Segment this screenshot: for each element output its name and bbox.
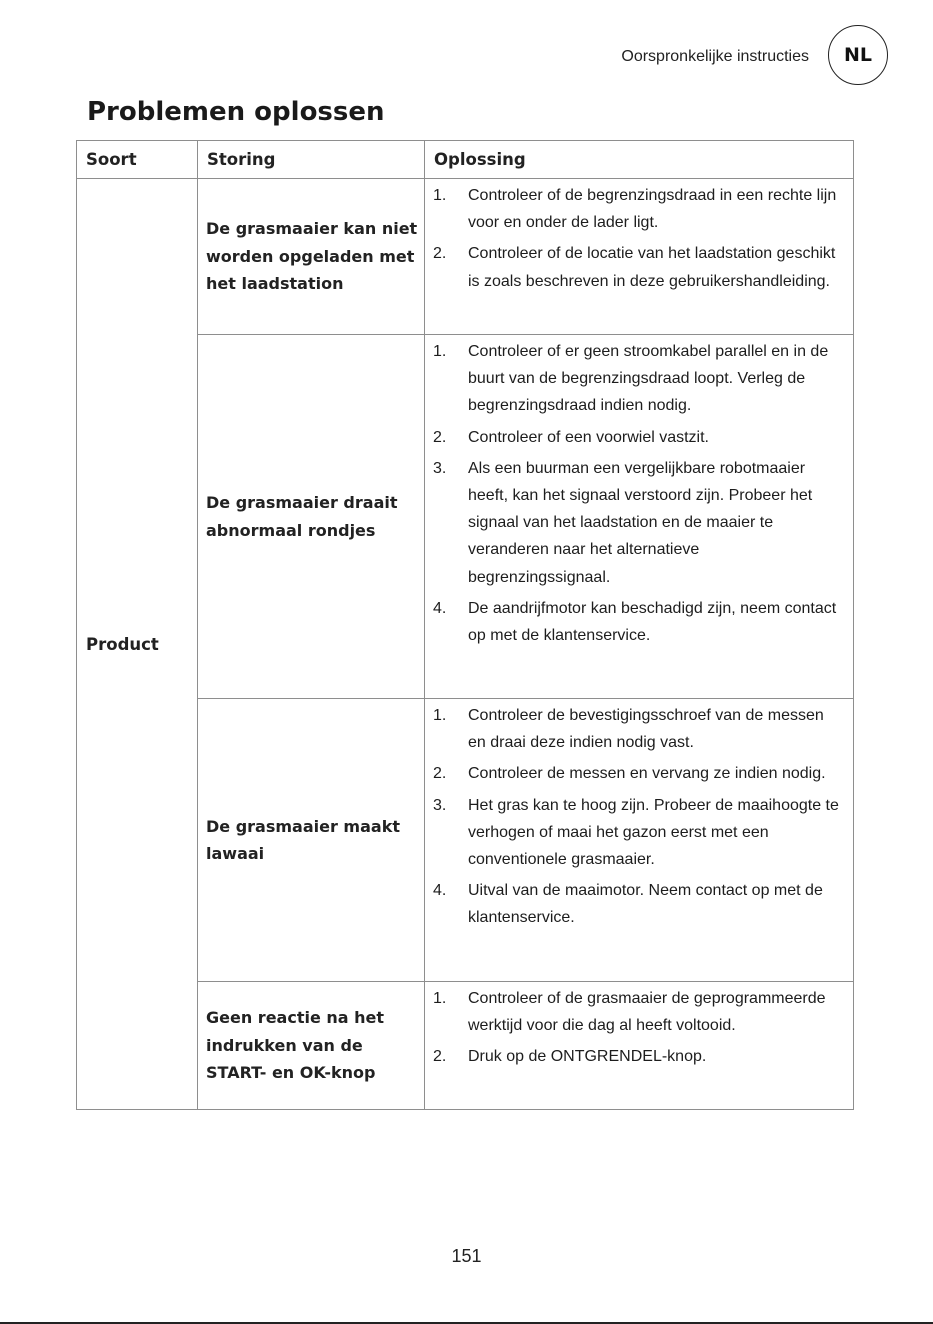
- header-note: Oorspronkelijke instructies: [621, 48, 809, 65]
- table-header-row: [77, 141, 854, 179]
- step-text: Controleer of de grasmaaier de geprogrammeerde werktijd voor die dag al heeft voltooid.: [468, 990, 826, 1035]
- column-header-storing: Storing: [198, 141, 425, 179]
- column-header-soort: Soort: [77, 141, 198, 179]
- step-number: 3.: [433, 459, 447, 477]
- step-text: Controleer of de begrenzingsdraad in een rechte lijn voor en onder de lader ligt.: [468, 187, 837, 232]
- step-text: Controleer de messen en vervang ze indien nodig.: [468, 765, 826, 783]
- list-item: [433, 424, 843, 451]
- problem-cell: Geen reactie na het indrukken van de START- en OK-knop: [198, 982, 425, 1110]
- problem-cell: De grasmaaier kan niet worden opgeladen met het laadstation: [198, 179, 425, 335]
- step-number: 2.: [433, 765, 447, 783]
- page-number: 151: [451, 1246, 482, 1266]
- solution-list: [433, 985, 843, 1071]
- step-number: 2.: [433, 245, 447, 263]
- column-header-oplossing: Oplossing: [425, 141, 854, 179]
- list-item: [433, 455, 843, 591]
- solution-list: [433, 702, 843, 932]
- step-text: Controleer of er geen stroomkabel parallel en in de buurt van de begrenzingsdraad loopt. Verleg de begrenzingsdraad indien nodig.: [468, 343, 829, 415]
- page-title: Problemen oplossen: [87, 97, 385, 127]
- step-text: Als een buurman een vergelijkbare robotmaaier heeft, kan het signaal verstoord zijn. Probeer het signaal van het laadstation en de maaier te veranderen naar het alternatieve begrenzingssignaal.: [468, 459, 813, 586]
- step-text: Druk op de ONTGRENDEL-knop.: [468, 1048, 707, 1066]
- solution-cell: [425, 179, 854, 335]
- list-item: [433, 702, 843, 756]
- step-text: Het gras kan te hoog zijn. Probeer de maaihoogte te verhogen of maai het gazon eerst met een conventionele grasmaaier.: [468, 796, 839, 869]
- solution-cell: [425, 335, 854, 699]
- solution-list: [433, 338, 843, 649]
- step-number: 1.: [433, 187, 447, 204]
- category-cell: Product: [77, 179, 198, 1110]
- list-item: [433, 877, 843, 931]
- list-item: [433, 760, 843, 787]
- list-item: [433, 182, 843, 236]
- step-text: Controleer of de locatie van het laadstation geschikt is zoals beschreven in deze gebruikershandleiding.: [468, 245, 836, 290]
- solution-cell: [425, 699, 854, 982]
- problem-cell: De grasmaaier maakt lawaai: [198, 699, 425, 982]
- step-number: 2.: [433, 428, 447, 446]
- step-number: 2.: [433, 1048, 447, 1066]
- step-text: De aandrijfmotor kan beschadigd zijn, neem contact op met de klantenservice.: [468, 599, 837, 645]
- list-item: [433, 1043, 843, 1070]
- step-number: 4.: [433, 599, 447, 617]
- step-number: 1.: [433, 343, 447, 360]
- step-number: 4.: [433, 882, 447, 900]
- step-number: 1.: [433, 707, 447, 724]
- table-row: [77, 179, 854, 335]
- list-item: [433, 240, 843, 294]
- solution-cell: [425, 982, 854, 1110]
- list-item: [433, 338, 843, 420]
- step-number: 3.: [433, 796, 447, 814]
- step-number: 1.: [433, 990, 447, 1007]
- problem-cell: De grasmaaier draait abnormaal rondjes: [198, 335, 425, 699]
- list-item: [433, 985, 843, 1039]
- list-item: [433, 792, 843, 874]
- troubleshooting-table: [76, 140, 854, 1110]
- list-item: [433, 595, 843, 649]
- step-text: Uitval van de maaimotor. Neem contact op met de klantenservice.: [468, 882, 823, 927]
- language-badge: NL: [828, 25, 888, 85]
- solution-list: [433, 182, 843, 295]
- step-text: Controleer de bevestigingsschroef van de messen en draai deze indien nodig vast.: [468, 707, 824, 752]
- step-text: Controleer of een voorwiel vastzit.: [468, 428, 709, 446]
